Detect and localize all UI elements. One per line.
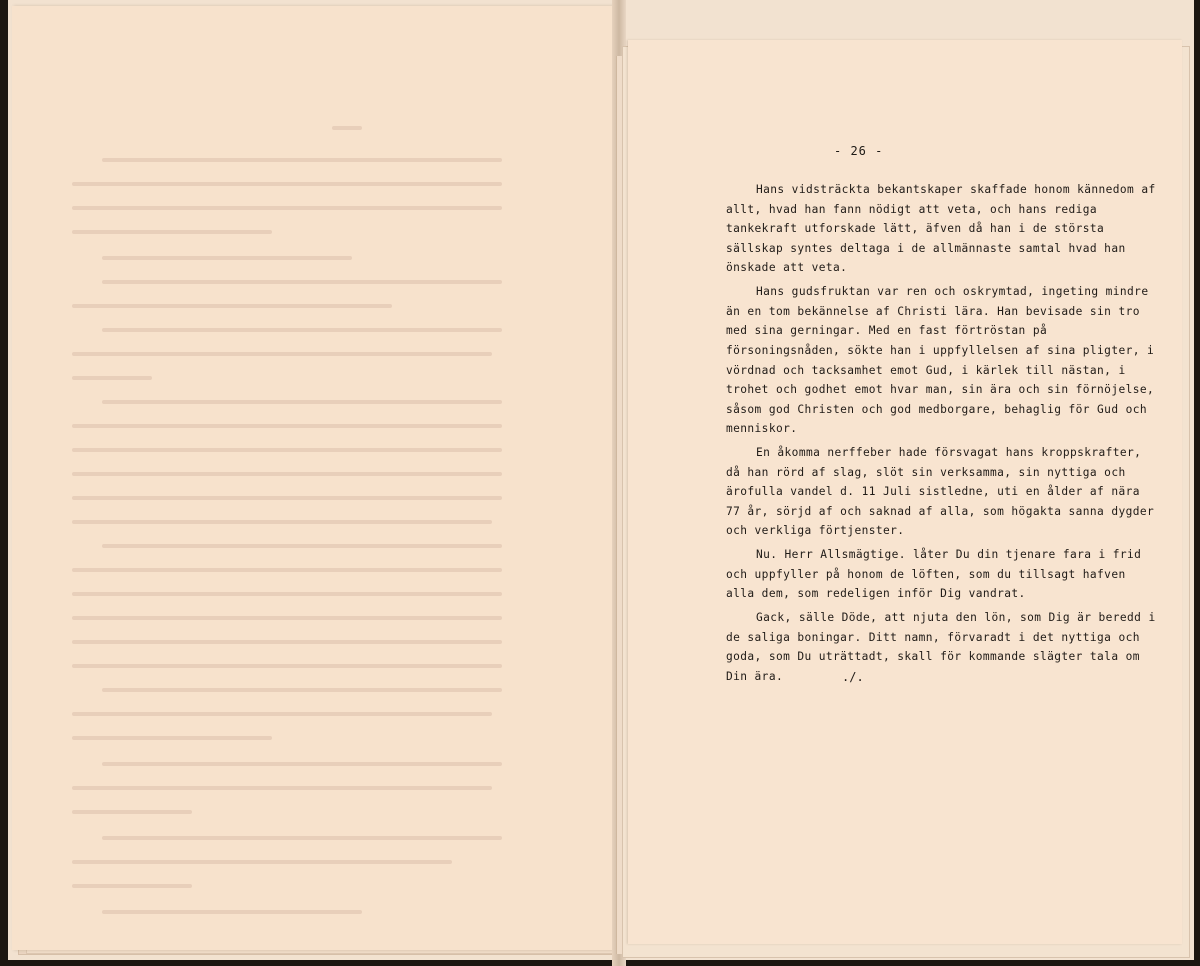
scan-border-bottom	[0, 960, 1200, 966]
paragraph-1: Hans vidsträckta bekantskaper skaffade honom kännedom af allt, hvad han fann nödigt att veta, och hans rediga tankekraft utforskade lätt, äfven då han i de största sällskap syntes deltaga i de allmännaste samtal hvad han önskade att veta.	[726, 183, 1156, 275]
scan-border-right	[1194, 0, 1200, 966]
paragraph-3: En åkomma nerffeber hade försvagat hans kroppskrafter, då han rörd af slag, slöt sin verksamma, sin nyttiga och ärofulla vandel d. 11 Juli sistledne, uti en ålder af nära 77 år, sörjd af och saknad af alla, som högakta sanna dygder och verkliga förtjenster.	[726, 446, 1155, 538]
body-text	[726, 180, 1156, 691]
closing-mark: ./.	[842, 670, 864, 684]
paragraph-5: Gack, sälle Döde, att njuta den lön, som Dig är beredd i de saliga boningar. Ditt namn, förvaradt i det nyttiga och goda, som Du uträttadt, skall för kommande slägter tala om Din ära.	[726, 611, 1156, 683]
paragraph-2: Hans gudsfruktan var ren och oskrymtad, ingeting mindre än en tom bekännelse af Christi lära. Han bevisade sin tro med sina gerningar. Med en fast förtröstan på försoningsnåden, sökte han i uppfyllelsen af sina pligter, i vördnad och tacksamhet emot Gud, i kärlek till nästan, i trohet och godhet emot hvar man, sin ära och sin förnöjelse, såsom god Christen och god medborgare, behaglig för Gud och menniskor.	[726, 285, 1155, 436]
paragraph-4: Nu. Herr Allsmägtige. låter Du din tjenare fara i frid och uppfyller på honom de löften, som du tillsagt hafven alla dem, som redeligen inför Dig vandrat.	[726, 548, 1142, 601]
right-page	[628, 40, 1182, 944]
left-page	[12, 6, 612, 950]
scan-border-left	[0, 0, 8, 966]
page-number: - 26 -	[834, 144, 884, 158]
